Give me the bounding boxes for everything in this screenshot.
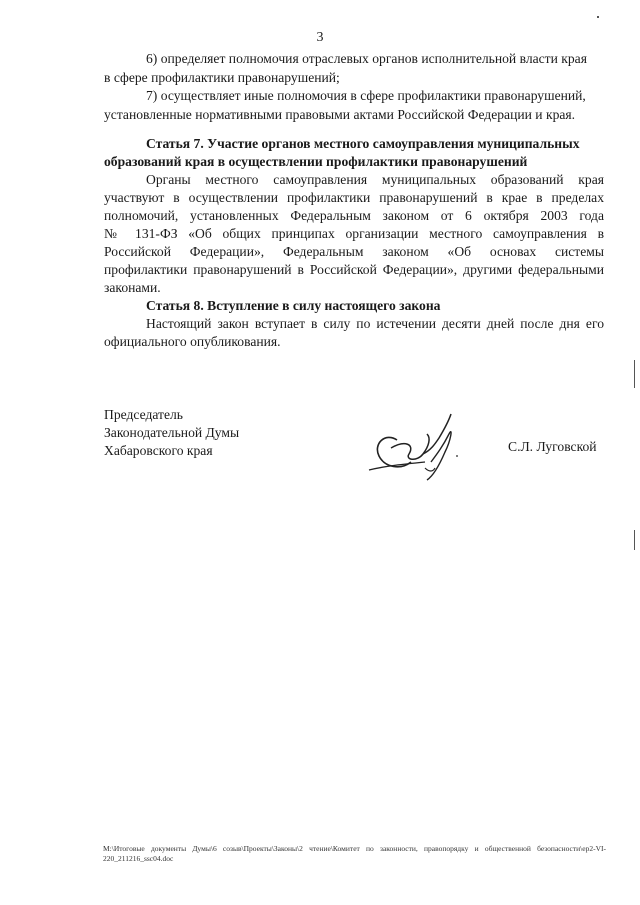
signatory-title-line: Законодательной Думы	[104, 425, 240, 440]
scan-artifact	[634, 530, 635, 550]
footer-file-path: М:\Итоговые документы Думы\6 созыв\Проекты\Законы\2 чтение\Комитет по законности, правопорядку и общественной безопасности\ер2-VI-	[103, 844, 606, 853]
article8-line2: официального опубликования.	[104, 334, 281, 349]
signatory-title-line: Хабаровского края	[104, 443, 213, 458]
item6-line2: в сфере профилактики правонарушений;	[104, 70, 340, 85]
item7-line1: 7) осуществляет иные полномочия в сфере профилактики правонарушений,	[146, 88, 586, 103]
article8-heading: Статья 8. Вступление в силу настоящего закона	[146, 298, 441, 313]
page-number: 3	[316, 30, 324, 45]
article7-heading-line2: образований края в осуществлении профилактики правонарушений	[104, 154, 528, 169]
signatory-title-line: Председатель	[104, 407, 183, 422]
footer-file-name: 220_211216_ssc04.doc	[103, 854, 174, 863]
article7-line: Органы местного самоуправления муниципальных образований края	[146, 172, 604, 187]
scan-artifact	[634, 360, 635, 388]
article7-line: полномочий, установленных Федеральным законом от 6 октября 2003 года	[104, 208, 604, 223]
article7-line: Российской Федерации», Федеральным законом «Об основах системы	[104, 244, 604, 259]
article7-line: профилактики правонарушений в Российской Федерации», другими федеральными	[104, 262, 604, 277]
item7-line2: установленные нормативными правовыми актами Российской Федерации и края.	[104, 107, 576, 122]
handwritten-signature	[365, 410, 465, 482]
article7-heading-line1: Статья 7. Участие органов местного самоуправления муниципальных	[146, 136, 580, 151]
article7-line: законами.	[104, 280, 161, 295]
article7-line: № 131-ФЗ «Об общих принципах организации местного самоуправления в	[104, 226, 604, 241]
item6-line1: 6) определяет полномочия отраслевых органов исполнительной власти края	[146, 51, 587, 66]
scan-artifact	[597, 16, 599, 18]
article7-line: участвуют в осуществлении профилактики правонарушений в крае в пределах	[104, 190, 604, 205]
article8-line1: Настоящий закон вступает в силу по истечении десяти дней после дня его	[146, 316, 604, 331]
signatory-name: С.Л. Луговской	[508, 439, 597, 454]
